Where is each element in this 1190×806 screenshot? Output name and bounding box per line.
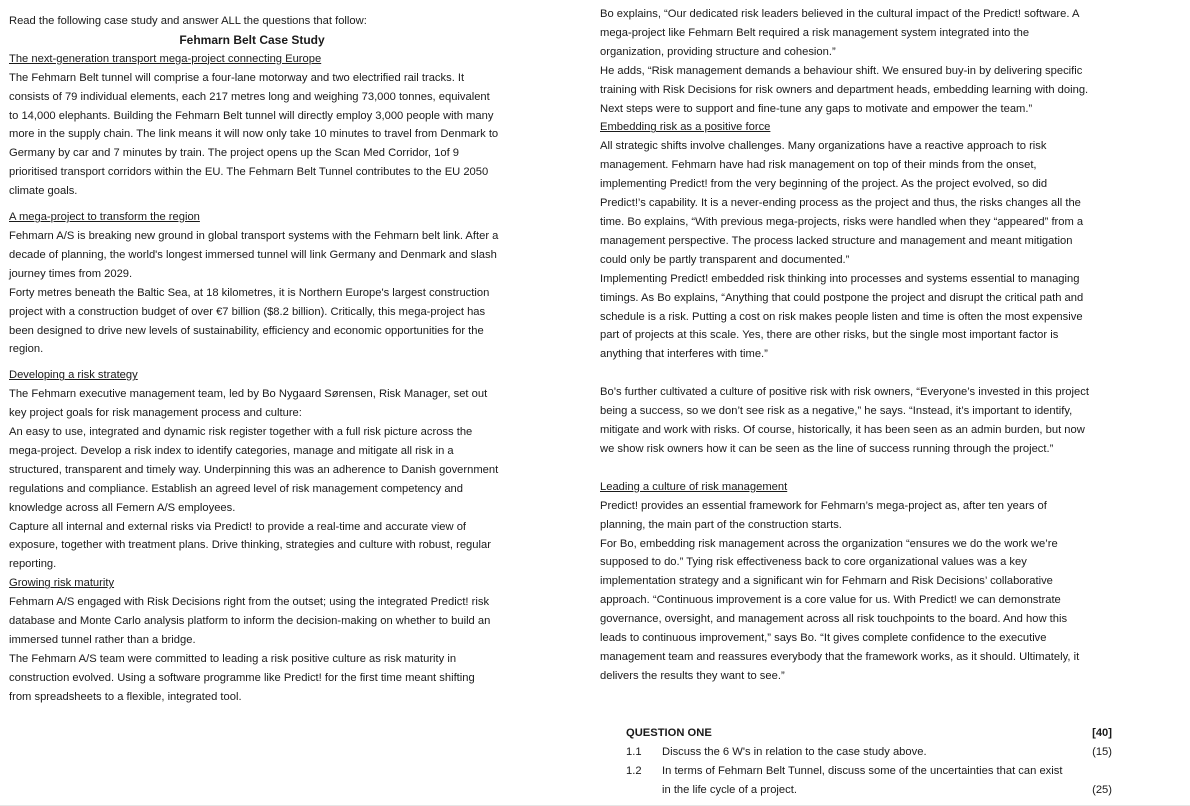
- question-text: In terms of Fehmarn Belt Tunnel, discuss some of the uncertainties that can exist in the life cycle of a project.: [662, 765, 1063, 796]
- intro-text: Read the following case study and answer ALL the questions that follow:: [9, 15, 367, 27]
- paragraph-baltic-sea: Forty metres beneath the Baltic Sea, at 18 kilometres, it is Northern Europe's largest construction project with a construction budget of over €7 billion ($8.2 billion). Critically, this mega-project has been designed to drive new levels of sustainability, efficiency and economic opportunities for the region.: [9, 286, 490, 356]
- question-number: 1.2: [626, 765, 642, 777]
- paragraph-risk-positive-culture: The Fehmarn A/S team were committed to leading a risk positive culture as risk maturity in construction evolved. Using a software programme like Predict! for the first time meant shifting from spreadsheets to a flexible, integrated tool.: [9, 652, 475, 703]
- question-marks: (25): [1092, 784, 1112, 796]
- section-heading-leading-culture: Leading a culture of risk management: [600, 480, 788, 493]
- paragraph-bo-explains: Bo explains, “Our dedicated risk leaders believed in the cultural impact of the Predict! software. A mega-project like Fehmarn Belt required a risk management system integrated into the organization, providing structure and cohesion.”: [600, 8, 1079, 58]
- question-marks: (15): [1092, 746, 1112, 758]
- question-item: [626, 762, 1112, 800]
- paragraph-behaviour-shift: He adds, “Risk management demands a behaviour shift. We ensured buy-in by delivering specific training with Risk Decisions for risk owners and department heads, embedding learning with doing. Next steps were to support and fine-tune any gaps to motivate and empower the team.”: [600, 64, 1089, 115]
- question-number: 1.1: [626, 746, 642, 758]
- case-study-title: Fehmarn Belt Case Study: [179, 32, 325, 47]
- paragraph-capture-risks: Capture all internal and external risks via Predict! to provide a real-time and accurate view of exposure, together with treatment plans. Drive thinking, strategies and culture with robust, regular reporting.: [9, 520, 491, 571]
- question-item: [626, 743, 1112, 762]
- paragraph-risk-decisions: Fehmarn A/S engaged with Risk Decisions right from the outset; using the integrated Predict! risk database and Monte Carlo analysis platform to inform the decision-making on whether to build an immersed tunnel rather than a bridge.: [9, 596, 491, 646]
- paragraph-framework: Predict! provides an essential framework for Fehmarn’s mega-project as, after ten years of planning, the main part of the construction starts.: [600, 499, 1047, 531]
- paragraph-tunnel-overview: The Fehmarn Belt tunnel will comprise a four-lane motorway and two electrified rail tracks. It consists of 79 individual elements, each 217 metres long and weighing 73,000 tonnes, equivalent to 14,000 elephants. Building the Fehmarn Belt tunnel will directly employ 3,000 people with many more in the supply chain. The link means it will now only take 10 minutes to travel from Denmark to Germany by car and 7 minutes by train. The project opens up the Scan Med Corridor, 1of 9 prioritised transport corridors within the EU. The Fehmarn Belt Tunnel contributes to the EU 2050 climate goals.: [9, 71, 499, 198]
- paragraph-implementing-predict: Implementing Predict! embedded risk thinking into processes and systems essential to managing timings. As Bo explains, “Anything that could postpone the project and disrupt the critical path and schedule is a risk. Putting a cost on risk makes people listen and time is often the most expensive part of projects at this scale. Yes, there are other risks, but the single most important factor is anything that interferes with time.”: [600, 272, 1084, 361]
- section-heading-risk-strategy: Developing a risk strategy: [9, 369, 138, 382]
- question-heading: QUESTION ONE: [626, 727, 712, 739]
- paragraph-risk-register: An easy to use, integrated and dynamic risk register together with a full risk picture across the mega-project. Develop a risk index to identify categories, manage and mitigate all risk in a structured, transparent and timely way. Underpinning this was an adherence to Danish government regulations and compliance. Establish an agreed level of risk management competency and knowledge across all Femern A/S employees.: [9, 426, 499, 514]
- section-heading-positive-force: Embedding risk as a positive force: [600, 121, 771, 134]
- paragraph-strategic-shifts: All strategic shifts involve challenges. Many organizations have a reactive approach to risk management. Fehmarn have had risk management on top of their minds from the onset, implementing Predict! from the very beginning of the project. As the project evolved, so did Predict!’s capability. It is a never-ending process as the project and thus, the risks changes all the time. Bo explains, “With previous mega-projects, risks were handled when they “appeared” from a management perspective. The process lacked structure and management and meant mitigation could only be partly transparent and documented.”: [600, 140, 1084, 266]
- paragraph-executive-team: The Fehmarn executive management team, led by Bo Nygaard Sørensen, Risk Manager, set out key project goals for risk management process and culture:: [9, 388, 488, 420]
- question-heading-row: [626, 724, 1112, 743]
- section-heading-region: A mega-project to transform the region: [9, 211, 200, 224]
- paragraph-continuous-improvement: For Bo, embedding risk management across the organization “ensures we do the work we’re supposed to do.” Tying risk effectiveness back to core organizational values was a key implementation strategy and a significant win for Fehmarn and Risk Decisions’ collaborative approach. “Continuous improvement is a core value for us. With Predict! we can demonstrate governance, oversight, and management across all risk touchpoints to the board. And how this leads to continuous improvement,” says Bo. “It gives complete confidence to the executive management team and reassures everybody that the framework works, as it should. Ultimately, it delivers the results they want to see.”: [600, 537, 1080, 682]
- question-text: Discuss the 6 W's in relation to the case study above.: [662, 746, 927, 758]
- section-heading-transport: The next-generation transport mega-project connecting Europe: [9, 52, 322, 65]
- paragraph-positive-risk: Bo’s further cultivated a culture of positive risk with risk owners, “Everyone’s invested in this project being a success, so we don’t see risk as a negative,” he says. “Instead, it’s important to identify, mitigate and work with risks. Of course, historically, it has been seen as an admin burden, but now we show risk owners how it can be seen as the line of success running through the project.”: [600, 386, 1089, 455]
- question-one-block: [626, 724, 1112, 800]
- question-total-marks: [40]: [1092, 727, 1112, 739]
- right-column: [600, 0, 1090, 686]
- section-heading-risk-maturity: Growing risk maturity: [9, 577, 115, 590]
- paragraph-breaking-ground: Fehmarn A/S is breaking new ground in global transport systems with the Fehmarn belt link. After a decade of planning, the world's longest immersed tunnel will link Germany and Denmark and slash journey times from 2029.: [9, 229, 499, 280]
- left-column: [9, 0, 499, 707]
